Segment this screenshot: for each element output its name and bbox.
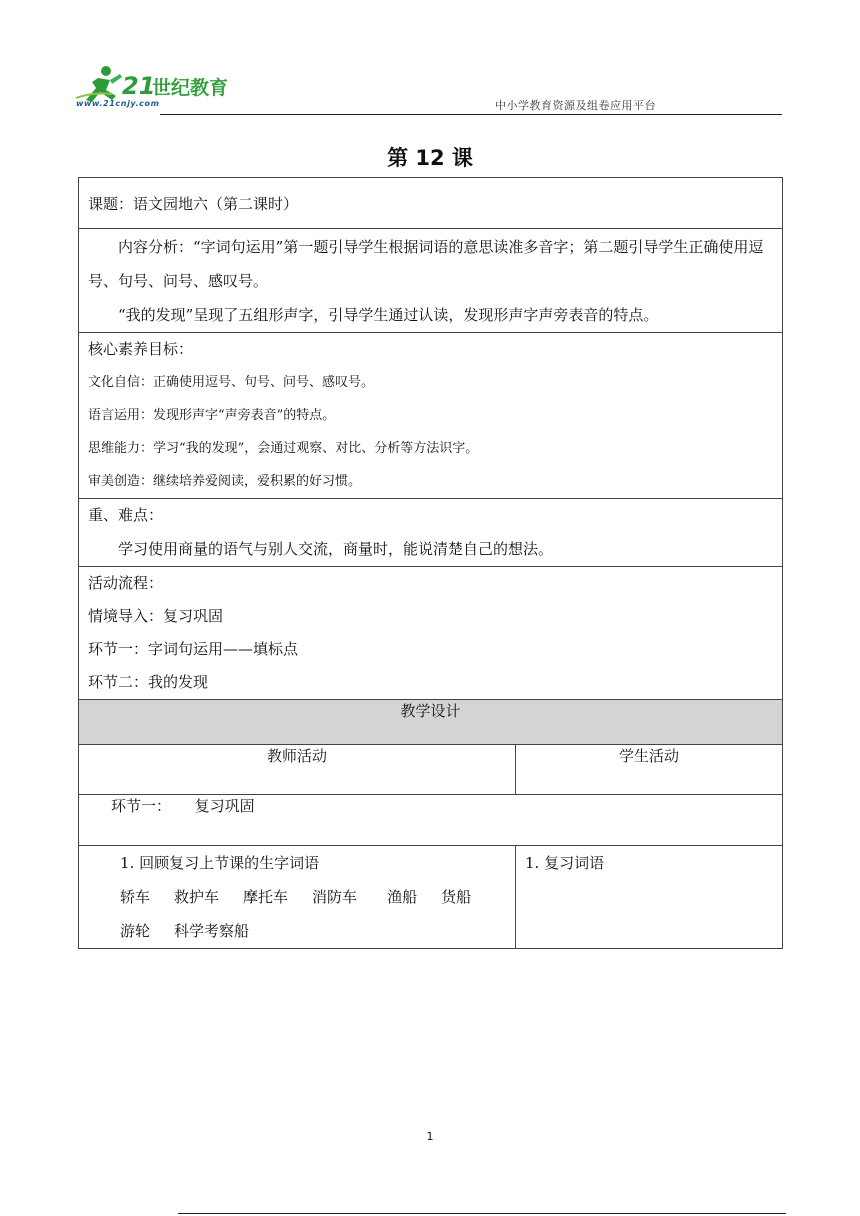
lesson-plan-table [78,177,783,949]
goal-item: 审美创造：继续培养爱阅读，爱积累的好习惯。 [88,474,362,489]
section-label: 环节一： [111,797,172,815]
column-header-row [79,745,783,795]
student-column-header: 学生活动 [516,745,783,795]
flow-item: 环节二：我的发现 [88,673,209,691]
flow-item: 情境导入：复习巩固 [88,607,224,625]
student-step: 1. 复习词语 [525,854,605,872]
word-item: 救护车 [174,888,220,906]
analysis-row [79,229,783,333]
design-heading: 教学设计 [79,700,783,745]
page-title: 第 12 课 [387,146,473,170]
teacher-step: 1. 回顾复习上节课的生字词语 [120,854,320,872]
activity-row [79,846,783,949]
lesson-topic: 课题：语文园地六（第二课时） [88,195,299,213]
analysis-paragraph: 内容分析：“字词句运用”第一题引导学生根据词语的意思读准多音字；第二题引导学生正确使用逗号、句号、问号、感叹号。 [88,238,764,290]
word-list [88,880,506,914]
platform-name: 中小学教育资源及组卷应用平台 [495,99,656,112]
difficulty-row [79,499,783,567]
footer-divider [178,1213,786,1214]
goals-heading: 核心素养目标： [88,340,194,358]
goal-item: 文化自信：正确使用逗号、句号、问号、感叹号。 [88,375,375,390]
goals-row [79,333,783,499]
word-item: 游轮 [120,922,151,940]
svg-text:21: 21 [122,72,156,100]
word-item: 渔船 [387,888,418,906]
word-item: 摩托车 [243,888,289,906]
design-header-row [79,700,783,745]
teacher-activity-cell [79,846,516,949]
section-title: 复习巩固 [194,797,255,815]
goal-item: 思维能力：学习“我的发现”，会通过观察、对比、分析等方法识字。 [88,441,479,456]
teacher-column-header: 教师活动 [79,745,516,795]
word-item: 货船 [441,888,472,906]
runner-icon [76,66,122,102]
word-list [88,914,506,948]
page-number: 1 [426,1130,434,1143]
flow-item: 环节一：字词句运用——填标点 [88,640,299,658]
svg-text:世纪教育: 世纪教育 [152,77,229,99]
difficulty-body: 学习使用商量的语气与别人交流，商量时，能说清楚自己的想法。 [118,540,554,558]
section-row [79,795,783,846]
difficulty-heading: 重、难点： [88,506,164,524]
word-item: 消防车 [312,888,358,906]
topic-row [79,178,783,229]
site-logo[interactable] [72,64,262,110]
analysis-paragraph: “我的发现”呈现了五组形声字，引导学生通过认读，发现形声字声旁表音的特点。 [118,306,659,324]
svg-text:www.21cnjy.com: www.21cnjy.com [76,99,160,108]
student-activity-cell [516,846,783,949]
header-divider [160,114,782,115]
word-item: 轿车 [120,888,151,906]
goal-item: 语言运用：发现形声字“声旁表音”的特点。 [88,408,336,423]
word-item: 科学考察船 [174,922,250,940]
flow-row [79,567,783,700]
flow-heading: 活动流程： [88,574,164,592]
